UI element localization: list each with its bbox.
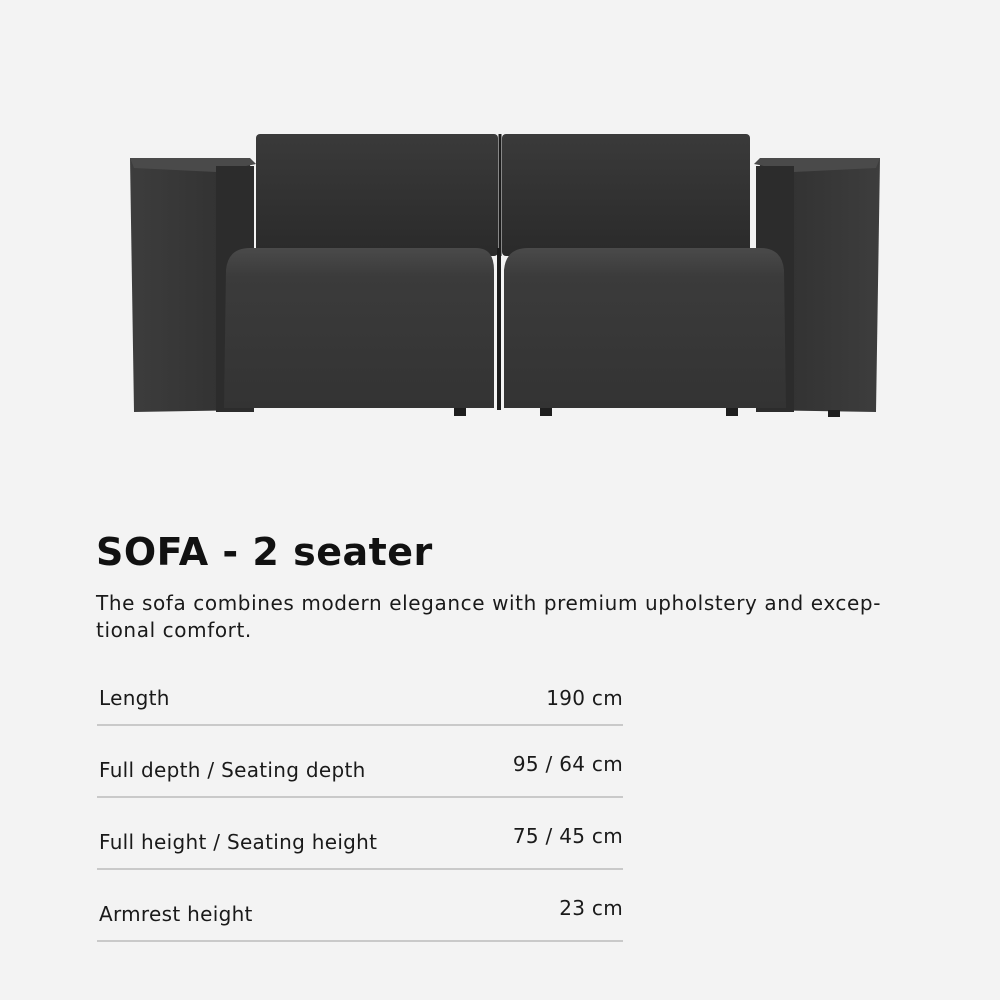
spec-row-length [97, 672, 623, 726]
sofa-photo-icon [120, 120, 890, 430]
product-description [96, 590, 946, 644]
page-title: SOFA - 2 seater [96, 530, 433, 574]
spec-label: Armrest height [99, 902, 253, 926]
product-image [120, 120, 890, 430]
spec-label: Full depth / Seating depth [99, 758, 366, 782]
spec-value: 95 / 64 cm [512, 752, 623, 776]
spec-value: 23 cm [559, 896, 623, 920]
description-line-2: tional comfort. [96, 618, 252, 642]
description-line-1: The sofa combines modern elegance with premium upholstery and excep- [96, 591, 882, 615]
spec-row-height [97, 800, 623, 870]
spec-label: Full height / Seating height [99, 830, 378, 854]
spec-label: Length [99, 686, 170, 710]
spec-row-armrest [97, 872, 623, 942]
spec-row-depth [97, 728, 623, 798]
spec-value: 75 / 45 cm [512, 824, 623, 848]
specs-table [97, 672, 623, 942]
spec-value: 190 cm [546, 686, 623, 710]
